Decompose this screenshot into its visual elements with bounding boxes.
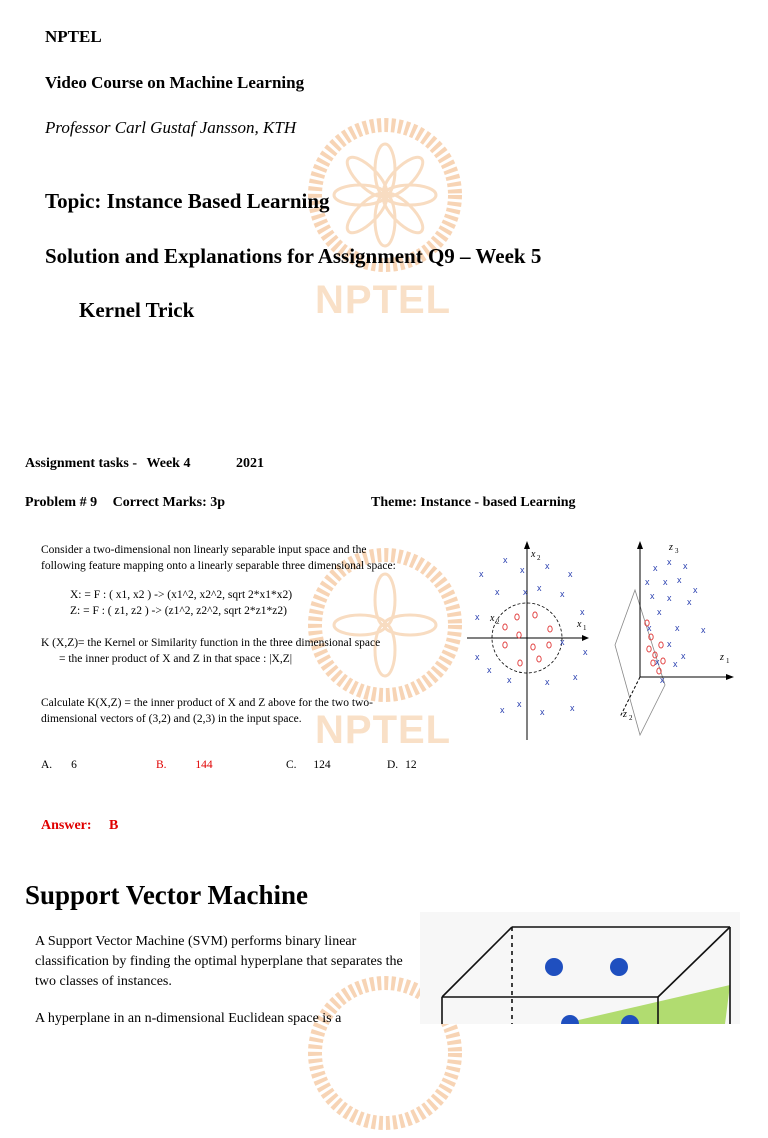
answer-value: B: [109, 818, 119, 833]
svm-hyperplane-figure: [420, 912, 740, 1024]
cross-mark: x: [660, 675, 665, 685]
option-value: 144: [195, 759, 213, 771]
point-label-x: x: [490, 613, 495, 624]
circle-mark: [547, 642, 551, 648]
axis-sub-x2: 2: [537, 554, 541, 562]
cross-mark: x: [583, 647, 588, 657]
cross-mark: x: [545, 677, 550, 687]
option-a: [41, 757, 77, 773]
tasks-week: Week 4: [146, 456, 191, 471]
calc-line: dimensional vectors of (3,2) and (2,3) in the input space.: [41, 713, 302, 725]
cross-mark: x: [580, 607, 585, 617]
cross-mark: x: [517, 699, 522, 709]
cross-mark: x: [545, 561, 550, 571]
cross-mark: x: [653, 563, 658, 573]
option-letter: D.: [387, 759, 399, 771]
cross-mark: x: [570, 703, 575, 713]
circle-mark: [548, 626, 552, 632]
cross-mark: x: [701, 625, 706, 635]
cross-mark: x: [560, 637, 565, 647]
org-name: NPTEL: [45, 27, 102, 46]
problem-marks: Correct Marks: 3p: [112, 495, 226, 510]
option-value: 12: [405, 759, 417, 771]
cross-mark: x: [645, 577, 650, 587]
cross-mark: x: [520, 565, 525, 575]
cross-mark: x: [523, 587, 528, 597]
course-title: Video Course on Machine Learning: [45, 73, 305, 92]
circle-mark: [531, 644, 535, 650]
answer-line: [41, 818, 118, 834]
circle-mark: [518, 660, 522, 666]
circle-mark: [659, 642, 663, 648]
circle-mark: [503, 624, 507, 630]
cross-mark: x: [681, 651, 686, 661]
cross-mark: x: [495, 587, 500, 597]
cross-mark: x: [675, 623, 680, 633]
cross-mark: x: [560, 589, 565, 599]
cross-mark: x: [573, 672, 578, 682]
circle-mark: [515, 614, 519, 620]
cross-mark: x: [667, 639, 672, 649]
option-b: [156, 757, 213, 773]
kernel-definition: [41, 635, 380, 667]
input-space-figure: [465, 535, 595, 745]
cross-mark: x: [683, 561, 688, 571]
tasks-year: 2021: [235, 456, 264, 471]
svm-point: [545, 958, 563, 976]
option-value: 6: [71, 759, 77, 771]
calculation-prompt: [41, 695, 373, 727]
assignment-tasks-line: [25, 456, 264, 472]
question-intro-line: following feature mapping onto a linearly separable three dimensional space:: [41, 560, 396, 572]
axis-label-x2: x: [531, 549, 536, 560]
cross-mark: x: [647, 623, 652, 633]
question-intro-line: Consider a two-dimensional non linearly separable input space and the: [41, 544, 367, 556]
cross-mark: x: [568, 569, 573, 579]
cross-mark: x: [667, 557, 672, 567]
problem-theme: Theme: Instance - based Learning: [371, 495, 576, 510]
svm-point: [610, 958, 628, 976]
point-label-sub: 2: [496, 618, 500, 626]
topic-heading: Topic: Instance Based Learning: [45, 189, 330, 213]
cross-mark: x: [693, 585, 698, 595]
cross-mark: x: [479, 569, 484, 579]
tasks-label: Assignment tasks -: [25, 456, 138, 471]
mapping-x: X: = F : ( x1, x2 ) -> (x1^2, x2^2, sqrt 2*x1*x2): [70, 589, 293, 601]
cross-mark: x: [673, 659, 678, 669]
axis-sub-x1: 1: [583, 624, 587, 632]
option-letter: C.: [286, 759, 297, 771]
axis-label-z1: z: [720, 652, 724, 663]
svm-section-title: Support Vector Machine: [25, 880, 309, 910]
cross-mark: x: [655, 657, 660, 667]
circle-mark: [537, 656, 541, 662]
cross-mark: x: [537, 583, 542, 593]
cross-mark: x: [487, 665, 492, 675]
option-value: 124: [313, 759, 331, 771]
cross-mark: x: [540, 707, 545, 717]
kernel-line: = the inner product of X and Z in that space : |X,Z|: [59, 653, 293, 665]
circle-mark: [661, 658, 665, 664]
circle-mark: [647, 646, 651, 652]
kernel-line: K (X,Z)= the Kernel or Similarity function in the three dimensional space: [41, 637, 381, 649]
professor-name: Professor Carl Gustaf Jansson, KTH: [45, 118, 297, 137]
question-intro: [41, 542, 396, 574]
svm-paragraph-1: A Support Vector Machine (SVM) performs binary linear classification by finding the optimal hyperplane that separates the two classes of instances.: [35, 934, 403, 989]
circle-mark: [517, 632, 521, 638]
option-letter: A.: [41, 759, 53, 771]
cross-mark: x: [663, 577, 668, 587]
option-c: [286, 757, 331, 773]
nptel-watermark-text: NPTEL: [315, 278, 452, 322]
subtopic-heading: Kernel Trick: [79, 298, 195, 322]
axis-sub-z2: 2: [629, 714, 633, 722]
cross-mark: x: [667, 593, 672, 603]
axis-label-x1: x: [577, 619, 582, 630]
option-d: [387, 757, 417, 773]
problem-line: [25, 495, 225, 511]
calc-line: Calculate K(X,Z) = the inner product of X and Z above for the two two-: [41, 697, 373, 709]
nptel-watermark-text: NPTEL: [315, 708, 452, 752]
cross-mark: x: [687, 597, 692, 607]
feature-space-figure: [605, 535, 745, 745]
cross-mark: x: [507, 675, 512, 685]
cross-mark: x: [475, 652, 480, 662]
axis-sub-z3: 3: [675, 547, 679, 555]
answer-label: Answer:: [41, 818, 92, 833]
option-letter: B.: [156, 759, 167, 771]
axis-sub-z1: 1: [726, 657, 730, 665]
circle-mark: [503, 642, 507, 648]
axis-label-z3: z: [669, 542, 673, 553]
axis-label-z2: z: [623, 709, 627, 720]
cross-mark: x: [657, 607, 662, 617]
cross-mark: x: [503, 555, 508, 565]
cross-mark: x: [475, 612, 480, 622]
cross-mark: x: [500, 705, 505, 715]
problem-number: Problem # 9: [25, 495, 98, 510]
mapping-z: Z: = F : ( z1, z2 ) -> (z1^2, z2^2, sqrt 2*z1*z2): [70, 605, 287, 617]
cross-mark: x: [650, 591, 655, 601]
solution-heading: Solution and Explanations for Assignment Q9 – Week 5: [45, 244, 542, 268]
cross-mark: x: [677, 575, 682, 585]
feature-mapping: [70, 587, 292, 619]
circle-mark: [533, 612, 537, 618]
svm-paragraph-2: A hyperplane in an n-dimensional Euclidean space is a: [35, 1011, 342, 1026]
